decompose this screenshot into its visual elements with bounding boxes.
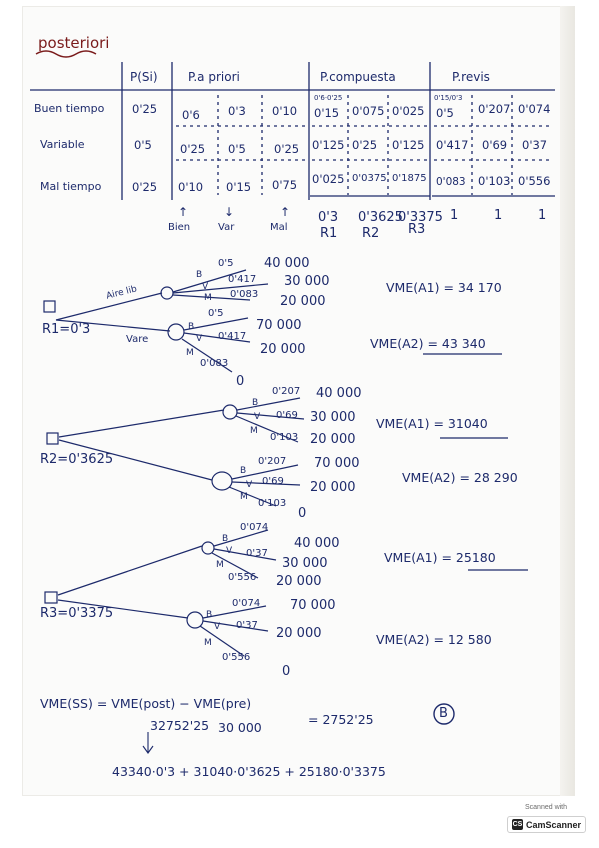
prob-label: 0'69 bbox=[262, 476, 284, 487]
payoff: 0 bbox=[236, 374, 245, 389]
prob-label: 0'5 bbox=[218, 258, 234, 269]
footer-result: = 2752'25 bbox=[308, 712, 374, 727]
cell-comp: 0'15 bbox=[314, 106, 340, 120]
label-bien: Bien bbox=[168, 222, 191, 233]
outcome-label: B bbox=[206, 610, 213, 620]
prob-label: 0'103 bbox=[270, 432, 299, 443]
chance-node-1a bbox=[161, 287, 173, 299]
prob-label: 0'417 bbox=[218, 331, 247, 342]
cell-comp: 0'075 bbox=[352, 104, 385, 118]
cell-rev: 0'103 bbox=[478, 174, 511, 188]
outcome-label: V bbox=[254, 412, 261, 422]
row-label: Mal tiempo bbox=[40, 180, 102, 193]
branch-label: Aire lib bbox=[105, 284, 139, 302]
payoff: 20 000 bbox=[276, 574, 322, 589]
scanner-badge bbox=[507, 804, 585, 834]
prob-label: 0'417 bbox=[228, 274, 257, 285]
vme-result: VME(A1) = 34 170 bbox=[386, 280, 502, 295]
vme-result: VME(A2) = 28 290 bbox=[402, 470, 518, 485]
cell-comp: 0'125 bbox=[312, 138, 345, 152]
cell-prior: 0'6 bbox=[182, 108, 200, 122]
footer-pre-value: 30 000 bbox=[218, 720, 262, 735]
prob-label: 0'556 bbox=[222, 652, 251, 663]
prob-label: 0'083 bbox=[200, 358, 229, 369]
payoff: 40 000 bbox=[316, 386, 362, 401]
tree-root-label: R2=0'3625 bbox=[40, 452, 114, 467]
cell-rev: 0'083 bbox=[436, 176, 466, 188]
cell-rev: 0'5 bbox=[436, 106, 454, 120]
prob-label: 0'074 bbox=[240, 522, 269, 533]
cell-comp: 0'0375 bbox=[352, 173, 387, 184]
result-label: R1 bbox=[320, 226, 338, 241]
chance-node-2a bbox=[223, 405, 237, 419]
prob-label: 0'207 bbox=[258, 456, 287, 467]
outcome-label: B bbox=[240, 466, 247, 476]
vme-result-chosen: VME(A1) = 25180 bbox=[384, 550, 496, 565]
tree-root-label: R3=0'3375 bbox=[40, 606, 114, 621]
prob-label: 0'5 bbox=[208, 308, 224, 319]
outcome-label: V bbox=[202, 282, 209, 292]
outcome-label: M bbox=[186, 348, 194, 358]
payoff: 40 000 bbox=[294, 536, 340, 551]
scanner-name: CamScanner bbox=[526, 819, 582, 830]
cell-prior: 0'25 bbox=[180, 142, 206, 156]
rev-total: 1 bbox=[538, 208, 547, 223]
cell-prior: 0'15 bbox=[226, 180, 252, 194]
rev-total: 1 bbox=[494, 208, 503, 223]
outcome-label: V bbox=[246, 480, 253, 490]
payoff: 30 000 bbox=[310, 410, 356, 425]
cell-prior: 0'75 bbox=[272, 178, 298, 192]
comp-total: 0'3375 bbox=[398, 210, 443, 225]
arrow-bien: ↑ bbox=[178, 205, 189, 219]
outcome-label: B bbox=[188, 322, 195, 332]
payoff: 20 000 bbox=[310, 432, 356, 447]
footer-arrow bbox=[143, 732, 153, 753]
title-underline bbox=[36, 51, 96, 57]
cell-prior: 0'25 bbox=[274, 142, 300, 156]
page-title: posteriori bbox=[38, 34, 110, 52]
prob-label: 0'69 bbox=[276, 410, 298, 421]
answer-letter: B bbox=[439, 706, 448, 721]
cell-rev: 0'69 bbox=[482, 138, 508, 152]
cell-p: 0'25 bbox=[132, 102, 158, 116]
payoff: 20 000 bbox=[280, 294, 326, 309]
footer-line-3: 43340·0'3 + 31040·0'3625 + 25180·0'3375 bbox=[112, 764, 386, 779]
cell-note: 0'6·0'25 bbox=[314, 94, 343, 102]
chance-node-3b bbox=[187, 612, 203, 628]
header-compuesta: P.compuesta bbox=[320, 70, 396, 84]
payoff: 0 bbox=[298, 506, 307, 521]
payoff: 0 bbox=[282, 664, 291, 679]
result-underlines bbox=[423, 354, 528, 570]
outcome-label: B bbox=[222, 534, 229, 544]
cell-p: 0'5 bbox=[134, 138, 152, 152]
footer-line-1: VME(SS) = VME(post) − VME(pre) bbox=[40, 696, 252, 711]
cell-comp: 0'025 bbox=[392, 104, 425, 118]
decision-node-2 bbox=[47, 433, 58, 444]
header-revis: P.revis bbox=[452, 70, 490, 84]
prob-label: 0'207 bbox=[272, 386, 301, 397]
cell-prior: 0'3 bbox=[228, 104, 246, 118]
decision-node-3 bbox=[45, 592, 57, 603]
outcome-label: M bbox=[216, 560, 224, 570]
outcome-label: V bbox=[214, 622, 221, 632]
payoff: 70 000 bbox=[256, 318, 302, 333]
camscanner-logo-icon: CS bbox=[512, 821, 523, 828]
prob-label: 0'074 bbox=[232, 598, 261, 609]
prob-label: 0'37 bbox=[236, 620, 258, 631]
cell-p: 0'25 bbox=[132, 180, 158, 194]
scanner-caption: Scanned with bbox=[524, 804, 568, 811]
tree-1-lines bbox=[44, 270, 268, 372]
cell-prior: 0'10 bbox=[178, 180, 204, 194]
payoff: 20 000 bbox=[310, 480, 356, 495]
prob-label: 0'556 bbox=[228, 572, 257, 583]
cell-prior: 0'10 bbox=[272, 104, 298, 118]
arrow-var: ↓ bbox=[224, 205, 235, 219]
vme-result-chosen: VME(A2) = 43 340 bbox=[370, 336, 486, 351]
decision-node-1 bbox=[44, 301, 55, 312]
payoff: 30 000 bbox=[284, 274, 330, 289]
cell-comp: 0'025 bbox=[312, 172, 345, 186]
cell-comp: 0'125 bbox=[392, 138, 425, 152]
header-p-si: P(Si) bbox=[130, 70, 158, 84]
rev-total: 1 bbox=[450, 208, 459, 223]
outcome-label: B bbox=[196, 270, 203, 280]
payoff: 20 000 bbox=[276, 626, 322, 641]
row-label: Variable bbox=[40, 138, 85, 151]
payoff: 20 000 bbox=[260, 342, 306, 357]
row-label: Buen tiempo bbox=[34, 102, 105, 115]
payoff: 70 000 bbox=[290, 598, 336, 613]
result-label: R2 bbox=[362, 226, 380, 241]
outcome-label: V bbox=[226, 546, 233, 556]
cell-rev: 0'207 bbox=[478, 102, 511, 116]
cell-comp: 0'1875 bbox=[392, 173, 427, 184]
branch-label: Vare bbox=[126, 334, 149, 345]
payoff: 40 000 bbox=[264, 256, 310, 271]
footer-post-value: 32752'25 bbox=[150, 718, 210, 733]
payoff: 70 000 bbox=[314, 456, 360, 471]
outcome-label: M bbox=[204, 293, 212, 303]
result-label: R3 bbox=[408, 222, 426, 237]
cell-rev: 0'556 bbox=[518, 174, 551, 188]
outcome-label: B bbox=[252, 398, 259, 408]
payoff: 30 000 bbox=[282, 556, 328, 571]
tree-3-lines bbox=[45, 530, 276, 656]
comp-total: 0'3625 bbox=[358, 210, 403, 225]
vme-result: VME(A2) = 12 580 bbox=[376, 632, 492, 647]
outcome-label: M bbox=[204, 638, 212, 648]
prob-label: 0'103 bbox=[258, 498, 287, 509]
cell-rev: 0'074 bbox=[518, 102, 551, 116]
scanner-brand bbox=[507, 816, 586, 833]
outcome-label: M bbox=[240, 492, 248, 502]
label-var: Var bbox=[218, 222, 235, 233]
prob-label: 0'37 bbox=[246, 548, 268, 559]
outcome-label: M bbox=[250, 426, 258, 436]
comp-total: 0'3 bbox=[318, 210, 339, 225]
vme-result-chosen: VME(A1) = 31040 bbox=[376, 416, 488, 431]
arrow-mal: ↑ bbox=[280, 205, 291, 219]
header-prior: P.a priori bbox=[188, 70, 240, 84]
prob-label: 0'083 bbox=[230, 289, 259, 300]
cell-rev: 0'417 bbox=[436, 138, 469, 152]
cell-comp: 0'25 bbox=[352, 138, 378, 152]
label-mal: Mal bbox=[270, 222, 288, 233]
chance-node-1b bbox=[168, 324, 184, 340]
tree-root-label: R1=0'3 bbox=[42, 322, 91, 337]
cell-note: 0'15/0'3 bbox=[434, 94, 463, 102]
cell-prior: 0'5 bbox=[228, 142, 246, 156]
cell-rev: 0'37 bbox=[522, 138, 548, 152]
chance-node-3a bbox=[202, 542, 214, 554]
outcome-label: V bbox=[196, 334, 203, 344]
